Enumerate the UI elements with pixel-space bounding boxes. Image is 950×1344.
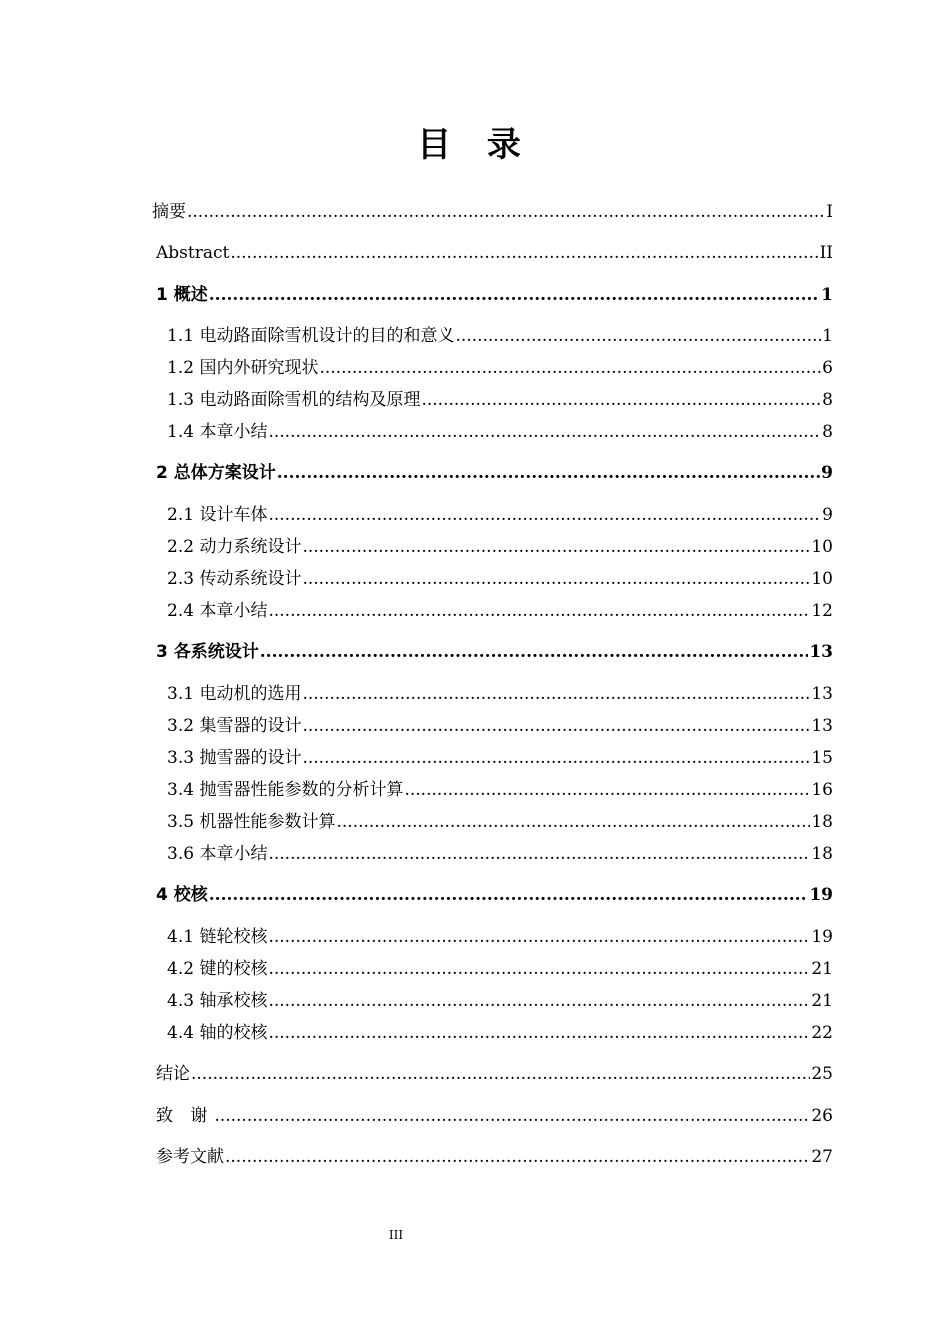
toc-leader-dots xyxy=(191,1063,810,1085)
toc-entry-label: 致 谢 xyxy=(156,1106,214,1126)
toc-leader-dots xyxy=(455,325,821,347)
toc-leader-dots xyxy=(302,747,810,769)
toc-leader-dots xyxy=(230,242,818,264)
toc-leader-dots xyxy=(319,357,821,379)
toc-entry-label: 2.4 本章小结 xyxy=(167,601,268,621)
toc-entry-page: 19 xyxy=(809,885,833,905)
toc-leader-dots xyxy=(404,779,810,801)
toc-entry-page: 27 xyxy=(811,1147,833,1167)
toc-entry-chapter-4[interactable] xyxy=(156,884,833,906)
toc-leader-dots xyxy=(187,201,825,223)
toc-entry-label: 4 校核 xyxy=(156,885,208,905)
toc-leader-dots xyxy=(209,284,820,306)
toc-entry-page: II xyxy=(819,243,833,263)
toc-entry-page: 22 xyxy=(811,1023,833,1043)
toc-entry-page: I xyxy=(826,202,833,222)
toc-entry-page: 18 xyxy=(811,812,833,832)
toc-entry-page: 25 xyxy=(811,1064,833,1084)
toc-entry-label: 2 总体方案设计 xyxy=(156,463,276,483)
toc-leader-dots xyxy=(268,504,821,526)
toc-entry-page: 1 xyxy=(821,285,833,305)
toc-entry-label: 1 概述 xyxy=(156,285,208,305)
toc-entry-section-4-3[interactable] xyxy=(167,990,833,1012)
toc-entry-page: 6 xyxy=(822,358,833,378)
toc-entry-label: 参考文献 xyxy=(156,1147,224,1167)
toc-entry-page: 10 xyxy=(811,569,833,589)
page-title: 目 录 xyxy=(417,125,533,165)
toc-entry-page: 21 xyxy=(811,959,833,979)
toc-entry-page: 13 xyxy=(809,642,833,662)
page-number: III xyxy=(388,1228,404,1242)
toc-entry-chapter-1[interactable] xyxy=(156,284,833,306)
toc-entry-page: 13 xyxy=(811,716,833,736)
toc-entry-references[interactable] xyxy=(156,1146,833,1168)
toc-entry-section-3-4[interactable] xyxy=(167,779,833,801)
toc-entry-section-4-4[interactable] xyxy=(167,1022,833,1044)
toc-entry-section-2-2[interactable] xyxy=(167,536,833,558)
toc-entry-page: 8 xyxy=(822,390,833,410)
toc-entry-page: 9 xyxy=(822,505,833,525)
toc-entry-acknowledgements[interactable] xyxy=(156,1105,833,1127)
toc-entry-label: 1.3 电动路面除雪机的结构及原理 xyxy=(167,390,421,410)
toc-leader-dots xyxy=(209,884,809,906)
toc-entry-section-3-6[interactable] xyxy=(167,843,833,865)
toc-entry-label: 3.2 集雪器的设计 xyxy=(167,716,302,736)
toc-entry-section-3-2[interactable] xyxy=(167,715,833,737)
toc-entry-section-3-1[interactable] xyxy=(167,683,833,705)
toc-entry-abstract-cn[interactable] xyxy=(152,201,833,223)
toc-entry-section-1-1[interactable] xyxy=(167,325,833,347)
toc-entry-label: 3.5 机器性能参数计算 xyxy=(167,812,336,832)
toc-entry-section-4-2[interactable] xyxy=(167,958,833,980)
toc-entry-page: 13 xyxy=(811,684,833,704)
toc-entry-section-4-1[interactable] xyxy=(167,926,833,948)
toc-entry-conclusion[interactable] xyxy=(156,1063,833,1085)
toc-entry-label: 2.1 设计车体 xyxy=(167,505,268,525)
toc-entry-abstract-en[interactable] xyxy=(156,242,833,264)
toc-entry-page: 10 xyxy=(811,537,833,557)
toc-entry-chapter-2[interactable] xyxy=(156,462,833,484)
toc-leader-dots xyxy=(268,958,810,980)
toc-entry-page: 21 xyxy=(811,991,833,1011)
toc-leader-dots xyxy=(268,926,810,948)
toc-leader-dots xyxy=(268,843,810,865)
toc-entry-label: 1.1 电动路面除雪机设计的目的和意义 xyxy=(167,326,455,346)
toc-entry-label: 4.4 轴的校核 xyxy=(167,1023,268,1043)
toc-entry-page: 1 xyxy=(822,326,833,346)
toc-entry-label: 1.2 国内外研究现状 xyxy=(167,358,319,378)
toc-leader-dots xyxy=(268,990,810,1012)
toc-entry-page: 9 xyxy=(821,463,833,483)
toc-entry-page: 26 xyxy=(811,1106,833,1126)
toc-entry-label: 2.2 动力系统设计 xyxy=(167,537,302,557)
toc-leader-dots xyxy=(302,536,810,558)
toc-entry-label: Abstract xyxy=(156,243,230,263)
toc-entry-label: 结论 xyxy=(156,1064,190,1084)
toc-entry-label: 摘要 xyxy=(152,202,186,222)
toc-leader-dots xyxy=(268,421,821,443)
toc-entry-label: 3 各系统设计 xyxy=(156,642,259,662)
toc-entry-page: 12 xyxy=(811,601,833,621)
toc-entry-label: 3.6 本章小结 xyxy=(167,844,268,864)
toc-leader-dots xyxy=(336,811,810,833)
toc-entry-label: 4.2 键的校核 xyxy=(167,959,268,979)
toc-entry-label: 1.4 本章小结 xyxy=(167,422,268,442)
toc-entry-section-2-4[interactable] xyxy=(167,600,833,622)
toc-leader-dots xyxy=(302,568,810,590)
toc-entry-label: 3.4 抛雪器性能参数的分析计算 xyxy=(167,780,404,800)
toc-leader-dots xyxy=(260,641,809,663)
toc-leader-dots xyxy=(268,1022,810,1044)
toc-entry-page: 19 xyxy=(811,927,833,947)
toc-leader-dots xyxy=(214,1105,810,1127)
toc-entry-section-2-1[interactable] xyxy=(167,504,833,526)
toc-entry-label: 2.3 传动系统设计 xyxy=(167,569,302,589)
toc-entry-page: 15 xyxy=(811,748,833,768)
toc-entry-label: 4.1 链轮校核 xyxy=(167,927,268,947)
toc-entry-section-1-3[interactable] xyxy=(167,389,833,411)
toc-entry-page: 16 xyxy=(811,780,833,800)
toc-entry-section-2-3[interactable] xyxy=(167,568,833,590)
toc-entry-section-1-4[interactable] xyxy=(167,421,833,443)
toc-leader-dots xyxy=(421,389,821,411)
toc-entry-section-1-2[interactable] xyxy=(167,357,833,379)
toc-entry-page: 18 xyxy=(811,844,833,864)
toc-entry-section-3-3[interactable] xyxy=(167,747,833,769)
toc-entry-section-3-5[interactable] xyxy=(167,811,833,833)
toc-leader-dots xyxy=(268,600,810,622)
toc-entry-page: 8 xyxy=(822,422,833,442)
toc-leader-dots xyxy=(277,462,820,484)
toc-leader-dots xyxy=(225,1146,810,1168)
toc-entry-chapter-3[interactable] xyxy=(156,641,833,663)
toc-entry-label: 3.3 抛雪器的设计 xyxy=(167,748,302,768)
toc-leader-dots xyxy=(302,683,810,705)
toc-entry-label: 4.3 轴承校核 xyxy=(167,991,268,1011)
toc-entry-label: 3.1 电动机的选用 xyxy=(167,684,302,704)
toc-leader-dots xyxy=(302,715,810,737)
